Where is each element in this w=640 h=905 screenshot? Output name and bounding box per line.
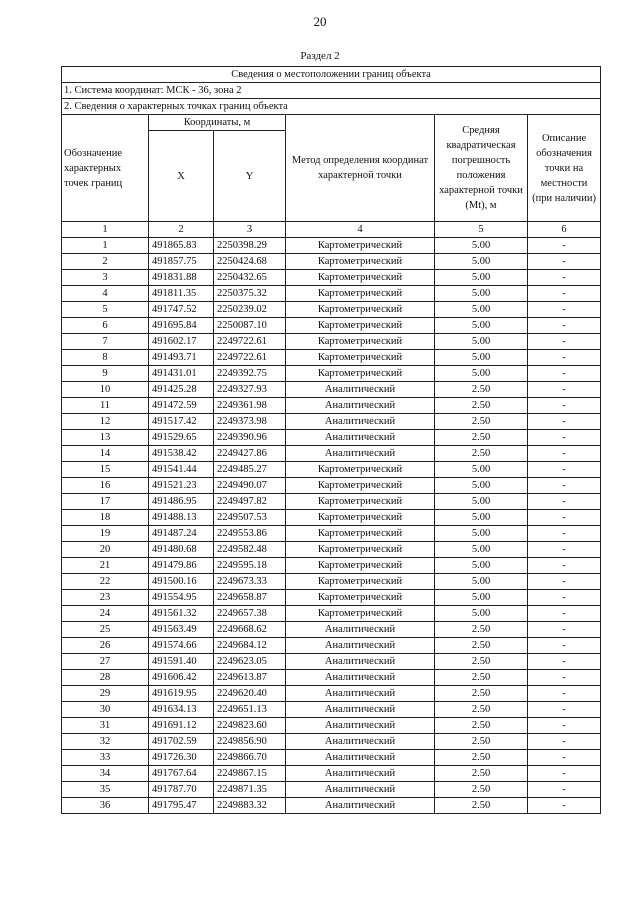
coord-x: 491602.17 [149,334,214,350]
point-number: 5 [62,302,149,318]
coord-x: 491479.86 [149,558,214,574]
table-row [62,334,601,350]
point-number: 30 [62,702,149,718]
coord-y: 2249327.93 [214,382,286,398]
coord-x: 491606.42 [149,670,214,686]
table-row [62,574,601,590]
error-mt: 2.50 [435,446,528,462]
method: Картометрический [286,478,435,494]
point-number: 35 [62,782,149,798]
coord-y: 2249582.48 [214,542,286,558]
method: Картометрический [286,494,435,510]
coord-y: 2249668.62 [214,622,286,638]
point-number: 31 [62,718,149,734]
point-number: 25 [62,622,149,638]
coord-x: 491691.12 [149,718,214,734]
coord-y: 2249722.61 [214,350,286,366]
method: Картометрический [286,334,435,350]
method: Аналитический [286,686,435,702]
error-mt: 2.50 [435,382,528,398]
point-number: 28 [62,670,149,686]
error-mt: 5.00 [435,558,528,574]
coord-y: 2249651.13 [214,702,286,718]
coord-x: 491472.59 [149,398,214,414]
error-mt: 2.50 [435,734,528,750]
description: - [528,622,601,638]
coord-x: 491493.71 [149,350,214,366]
coord-x: 491574.66 [149,638,214,654]
coord-y: 2250398.29 [214,238,286,254]
method: Картометрический [286,318,435,334]
description: - [528,718,601,734]
table-row [62,670,601,686]
point-number: 36 [62,798,149,814]
description: - [528,478,601,494]
description: - [528,686,601,702]
coord-x: 491561.32 [149,606,214,622]
method: Картометрический [286,302,435,318]
method: Аналитический [286,782,435,798]
table-row [62,606,601,622]
coord-x: 491795.47 [149,798,214,814]
table-row [62,350,601,366]
description: - [528,750,601,766]
description: - [528,446,601,462]
coord-x: 491541.44 [149,462,214,478]
subsection-title: 2. Сведения о характерных точках границ объекта [62,99,601,115]
column-number: 5 [435,222,528,238]
description: - [528,398,601,414]
table-row [62,638,601,654]
table-row [62,750,601,766]
point-number: 12 [62,414,149,430]
description: - [528,590,601,606]
table-row [62,510,601,526]
error-mt: 2.50 [435,670,528,686]
coord-x: 491619.95 [149,686,214,702]
error-mt: 2.50 [435,798,528,814]
point-number: 4 [62,286,149,302]
table-row [62,494,601,510]
coord-x: 491431.01 [149,366,214,382]
method: Аналитический [286,750,435,766]
point-number: 2 [62,254,149,270]
coord-y: 2249485.27 [214,462,286,478]
coordinate-system: 1. Система координат: МСК - 36, зона 2 [62,83,601,99]
method: Аналитический [286,734,435,750]
table-row [62,654,601,670]
coord-x: 491488.13 [149,510,214,526]
error-mt: 5.00 [435,494,528,510]
method: Картометрический [286,606,435,622]
coord-y: 2249373.98 [214,414,286,430]
column-number: 2 [149,222,214,238]
column-number: 4 [286,222,435,238]
coord-x: 491425.28 [149,382,214,398]
error-mt: 2.50 [435,430,528,446]
point-number: 18 [62,510,149,526]
coord-y: 2249497.82 [214,494,286,510]
description: - [528,702,601,718]
point-number: 8 [62,350,149,366]
point-number: 6 [62,318,149,334]
table-row [62,622,601,638]
point-number: 16 [62,478,149,494]
coord-x: 491591.40 [149,654,214,670]
method: Аналитический [286,638,435,654]
coord-y: 2249392.75 [214,366,286,382]
point-number: 23 [62,590,149,606]
coord-x: 491634.13 [149,702,214,718]
coord-x: 491563.49 [149,622,214,638]
point-number: 32 [62,734,149,750]
point-number: 20 [62,542,149,558]
description: - [528,510,601,526]
coord-x: 491767.64 [149,766,214,782]
method: Картометрический [286,590,435,606]
coord-x: 491538.42 [149,446,214,462]
point-number: 21 [62,558,149,574]
coord-x: 491554.95 [149,590,214,606]
method: Аналитический [286,398,435,414]
coord-y: 2250424.68 [214,254,286,270]
error-mt: 5.00 [435,510,528,526]
description: - [528,542,601,558]
method: Картометрический [286,286,435,302]
coord-x: 491480.68 [149,542,214,558]
method: Аналитический [286,702,435,718]
description: - [528,302,601,318]
point-number: 24 [62,606,149,622]
coord-y: 2249620.40 [214,686,286,702]
description: - [528,462,601,478]
coord-x: 491529.65 [149,430,214,446]
point-number: 33 [62,750,149,766]
method: Аналитический [286,414,435,430]
coord-y: 2249390.96 [214,430,286,446]
coord-y: 2249490.07 [214,478,286,494]
table-row [62,430,601,446]
table-row [62,590,601,606]
header-error: Средняя квадратическая погрешность положения характерной точки (Mt), м [435,115,528,222]
table-row [62,254,601,270]
error-mt: 2.50 [435,782,528,798]
coord-y: 2249856.90 [214,734,286,750]
method: Картометрический [286,510,435,526]
table-row [62,686,601,702]
point-number: 22 [62,574,149,590]
point-number: 17 [62,494,149,510]
method: Картометрический [286,270,435,286]
coord-y: 2249361.98 [214,398,286,414]
coord-x: 491517.42 [149,414,214,430]
description: - [528,286,601,302]
description: - [528,526,601,542]
error-mt: 2.50 [435,398,528,414]
method: Аналитический [286,382,435,398]
description: - [528,782,601,798]
method: Аналитический [286,718,435,734]
error-mt: 2.50 [435,686,528,702]
method: Картометрический [286,254,435,270]
method: Картометрический [286,526,435,542]
error-mt: 5.00 [435,350,528,366]
error-mt: 5.00 [435,318,528,334]
point-number: 11 [62,398,149,414]
coord-x: 491695.84 [149,318,214,334]
method: Аналитический [286,446,435,462]
coord-x: 491865.83 [149,238,214,254]
coord-y: 2249871.35 [214,782,286,798]
method: Картометрический [286,542,435,558]
error-mt: 2.50 [435,702,528,718]
point-number: 7 [62,334,149,350]
error-mt: 5.00 [435,590,528,606]
error-mt: 2.50 [435,638,528,654]
table-row [62,718,601,734]
coord-x: 491521.23 [149,478,214,494]
point-number: 26 [62,638,149,654]
description: - [528,494,601,510]
method: Аналитический [286,622,435,638]
table-row [62,366,601,382]
method: Картометрический [286,238,435,254]
coord-y: 2249657.38 [214,606,286,622]
header-y: Y [214,131,286,222]
description: - [528,638,601,654]
error-mt: 5.00 [435,606,528,622]
point-number: 1 [62,238,149,254]
header-point: Обозначение характерных точек границ [62,115,149,222]
description: - [528,574,601,590]
coord-y: 2250239.02 [214,302,286,318]
coord-x: 491487.24 [149,526,214,542]
page-number: 20 [313,14,327,29]
error-mt: 2.50 [435,766,528,782]
table-row [62,526,601,542]
method: Картометрический [286,558,435,574]
table-title: Сведения о местоположении границ объекта [62,67,601,83]
description: - [528,558,601,574]
coord-x: 491787.70 [149,782,214,798]
table-row [62,414,601,430]
coord-x: 491857.75 [149,254,214,270]
table-row [62,782,601,798]
error-mt: 5.00 [435,462,528,478]
error-mt: 5.00 [435,478,528,494]
coord-y: 2249613.87 [214,670,286,686]
description: - [528,414,601,430]
description: - [528,734,601,750]
table-row [62,798,601,814]
description: - [528,382,601,398]
description: - [528,318,601,334]
table-row [62,462,601,478]
method: Аналитический [286,766,435,782]
table-row [62,446,601,462]
description: - [528,238,601,254]
error-mt: 5.00 [435,270,528,286]
method: Аналитический [286,654,435,670]
error-mt: 2.50 [435,414,528,430]
header-coordinates: Координаты, м [149,115,286,131]
method: Картометрический [286,366,435,382]
point-number: 34 [62,766,149,782]
coord-y: 2249623.05 [214,654,286,670]
coord-y: 2249866.70 [214,750,286,766]
description: - [528,254,601,270]
description: - [528,766,601,782]
table-row [62,382,601,398]
error-mt: 2.50 [435,622,528,638]
point-number: 13 [62,430,149,446]
method: Картометрический [286,350,435,366]
table-row [62,270,601,286]
error-mt: 5.00 [435,542,528,558]
header-method: Метод определения координат характерной точки [286,115,435,222]
coord-y: 2250432.65 [214,270,286,286]
description: - [528,270,601,286]
coord-y: 2250375.32 [214,286,286,302]
point-number: 10 [62,382,149,398]
point-number: 19 [62,526,149,542]
section-label: Раздел 2 [300,50,340,62]
error-mt: 2.50 [435,654,528,670]
description: - [528,654,601,670]
table-row [62,478,601,494]
table-row [62,302,601,318]
coord-y: 2249883.32 [214,798,286,814]
table-row [62,286,601,302]
description: - [528,606,601,622]
method: Аналитический [286,430,435,446]
table-row [62,702,601,718]
coord-x: 491702.59 [149,734,214,750]
table-row [62,558,601,574]
coord-y: 2250087.10 [214,318,286,334]
coord-y: 2249553.86 [214,526,286,542]
coord-x: 491831.88 [149,270,214,286]
table-row [62,542,601,558]
point-number: 9 [62,366,149,382]
description: - [528,350,601,366]
column-number-row [62,222,601,238]
method: Аналитический [286,798,435,814]
description: - [528,798,601,814]
coord-y: 2249867.15 [214,766,286,782]
coord-x: 491486.95 [149,494,214,510]
description: - [528,430,601,446]
error-mt: 2.50 [435,750,528,766]
coord-y: 2249823.60 [214,718,286,734]
method: Аналитический [286,670,435,686]
table-row [62,734,601,750]
error-mt: 5.00 [435,366,528,382]
error-mt: 5.00 [435,334,528,350]
method: Картометрический [286,574,435,590]
column-number: 3 [214,222,286,238]
error-mt: 5.00 [435,574,528,590]
error-mt: 5.00 [435,302,528,318]
coord-x: 491811.35 [149,286,214,302]
coord-y: 2249722.61 [214,334,286,350]
column-number: 1 [62,222,149,238]
coord-y: 2249427.86 [214,446,286,462]
coord-y: 2249507.53 [214,510,286,526]
coord-y: 2249595.18 [214,558,286,574]
point-number: 29 [62,686,149,702]
error-mt: 5.00 [435,238,528,254]
description: - [528,334,601,350]
boundary-points-table [61,66,601,814]
error-mt: 5.00 [435,526,528,542]
table-row [62,238,601,254]
table-row [62,318,601,334]
point-number: 27 [62,654,149,670]
point-number: 14 [62,446,149,462]
error-mt: 5.00 [435,254,528,270]
header-description: Описание обозначения точки на местности (при наличии) [528,115,601,222]
column-number: 6 [528,222,601,238]
method: Картометрический [286,462,435,478]
description: - [528,366,601,382]
coord-y: 2249658.87 [214,590,286,606]
header-x: X [149,131,214,222]
point-number: 15 [62,462,149,478]
error-mt: 5.00 [435,286,528,302]
coord-y: 2249673.33 [214,574,286,590]
point-number: 3 [62,270,149,286]
coord-x: 491500.16 [149,574,214,590]
table-row [62,766,601,782]
coord-y: 2249684.12 [214,638,286,654]
description: - [528,670,601,686]
error-mt: 2.50 [435,718,528,734]
coord-x: 491726.30 [149,750,214,766]
table-row [62,398,601,414]
coord-x: 491747.52 [149,302,214,318]
